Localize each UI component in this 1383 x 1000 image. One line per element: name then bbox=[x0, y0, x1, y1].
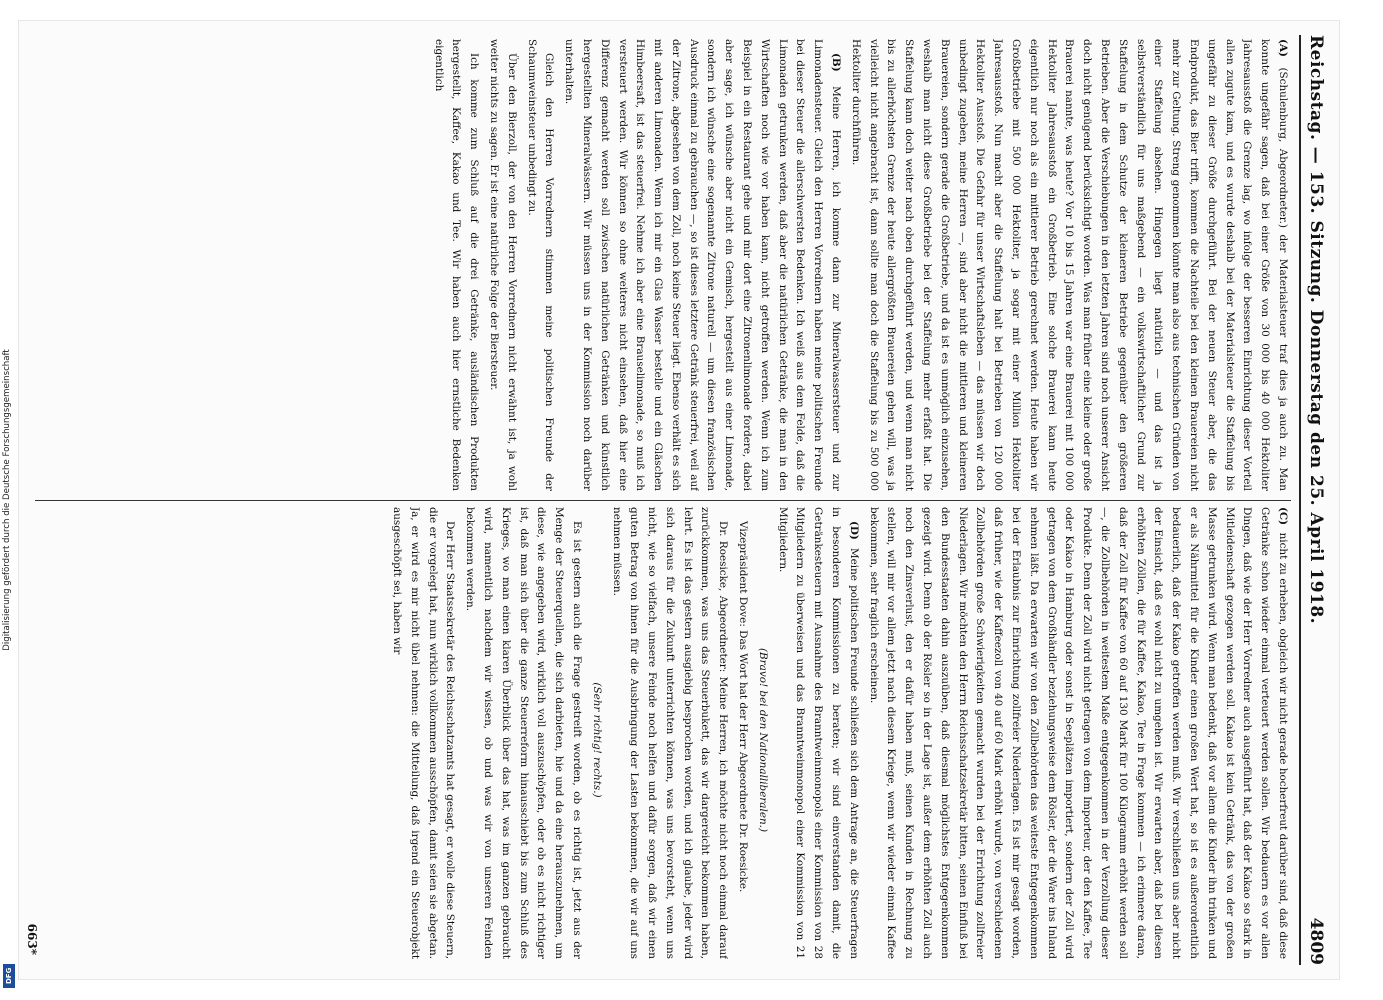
paragraph: Der Herr Staatssekretär des Reichsschatzamts hat gesagt, er wolle diese Steuern, die er vorgelegt hat, nun wirklich vollkommen ausschöpfen, damit seien sie abgetan. Ja, er wird es mir nicht übel nehmen: die Mitteilung, daß irgend ein Steuerobjekt ausgeschöpft sei, haben wir bbox=[390, 507, 457, 959]
speaker-paragraph: Vizepräsident Dove: Das Wort hat der Herr Abgeordnete Dr. Roesicke. bbox=[737, 521, 750, 893]
column-divider bbox=[35, 500, 1291, 501]
dfg-logo-icon: DFG bbox=[3, 964, 15, 988]
left-column bbox=[35, 39, 1291, 491]
page-number: 4809 bbox=[1306, 917, 1326, 965]
paragraph bbox=[773, 507, 862, 959]
right-column bbox=[35, 507, 1291, 959]
speaker-paragraph: Dr. Roesicke, Abgeordneter: Meine Herren, ich möchte nicht noch einmal darauf zurückkommen, was uns das Steuerbukett, das wir dargereicht bekommen haben, lehrt. Es ist das gestern ausgiebig besprochen worden, und ich glaube, jeder wird sich daraus für die Zukunft unterrichten können, was uns bevorsteht, wenn uns nicht, wie so vielfach, unsere Feinde noch helfen und dafür sorgen, daß wir einen guten Betrag von ihnen für die Ausbringung der Lasten bekommen, die wir auf uns nehmen müssen. bbox=[610, 507, 730, 959]
applause-note: (Bravo! bei den Nationalliberalen.) bbox=[756, 647, 769, 833]
paragraph-text: nicht zu erheben, obgleich wir nicht gerade hocherfreut darüber sind, daß diese Getränke schon wieder einmal verteuert werden sollen. Wir bedauern es vor allen Dingen, daß wie der Herr Vorredner auch ausgeführt hat, daß der Kakao so stark in Mitleidenschaft gezogen werden soll. Kakao ist kein Getränk, das von der großen Masse getrunken wird. Wenn man bedenkt, daß vor allem die Kinder ihn trinken und er als Nährmittel für die Kinder einen großen Wert hat, so ist es außerordentlich bedauerlich, daß der Kakao getroffen werden muß. Wir verschließen uns aber nicht der Einsicht, daß es wohl nicht zu umgehen ist. Wir erwarten aber, daß bei diesen erhöhten Zöllen, die für Kaffee, Kakao, Tee in Frage kommen — ich erinnere daran, daß der Zoll für Kaffee von 60 auf 130 Mark für 100 Kilogramm erhöht werden soll —, die Zollbehörden in weitestem Maße entgegenkommen in der Verzollung dieser Produkte. Denn der Zoll wird nicht getragen von dem Importeur, der den Kaffee, Tee oder Kakao in Hamburg oder sonst in Seeplätzen importiert, sondern der Zoll wird getragen von dem Großhändler beziehungsweise dem Rösler, der die Ware ins Inland nehmen läßt. Da erwarten wir von den Zollbehörden das weiteste Entgegenkommen bei der Erlaubnis zur Einrichtung zollfreier Niederlagen. Es ist mir gesagt worden, daß früher, wie der Kaffeezoll von 40 auf 60 Mark erhöht wurde, von verschiedenen Zollbehörden große Schwierigkeiten gemacht wurden bei der Errichtung zollfreier Niederlagen. Wir möchten den Herrn Reichsschatzsekretär bitten, seinen Einfluß bei den Bundesstaaten dahin auszuüben, daß diesmal möglichstes Entgegenkommen gezeigt wird. Denn ob der Rösler so in der Lage ist, außer dem erhöhten Zoll auch noch den Zinsverlust, den er dafür haben muß, seinen Kunden in Rechnung zu stellen, will mir vor allem jetzt nach diesem Kriege, wenn wir wieder einmal Kaffee bekommen, sehr fraglich erscheinen. bbox=[867, 507, 1289, 959]
signature-mark: 663* bbox=[25, 923, 39, 955]
paragraph-text: (Schulenburg, Abgeordneter.) der Materialsteuer traf dies ja auch zu. Man konnte ungefähr sagen, daß bei einer Größe von 30 000 bis 40 000 Hektoliter Jahresausstoß die Grenze lag, wo infolge der besseren Einrichtung dieser Vorteil allen zugute kam, und es wurde deshalb bei der Materialsteuer die Staffelung bis ungefähr zu dieser Größe durchgeführt. Bei der neuen Steuer aber, die das Endprodukt, das Bier trifft, kommen die Nachteile bei den kleinen Brauereien nicht mehr zur Geltung. Streng genommen könnte man also aus technischen Gründen von einer Staffelung absehen. Hingegen liegt natürlich — und das ist ja selbstverständlich für uns maßgebend — ein volkswirtschaftlicher Grund zur Staffelung in dem Schutze der kleineren Betriebe gegenüber den größeren Betrieben. Aber die Verschiebungen in den letzten Jahren sind noch unserer Ansicht doch nicht genügend berücksichtigt worden. Was man früher eine kleine oder große Brauerei nannte, was heute? Vor 10 bis 15 Jahren war eine Brauerei mit 100 000 Hektoliter Jahresausstoß ein Großbetrieb. Eine solche Brauerei kann heute eigentlich nur noch als ein mittlerer Betrieb gerechnet werden. Heute haben wir Großbetriebe mit 500 000 Hektoliter, ja sogar mit einer Million Hektoliter Jahresausstoß. Nun macht aber die Staffelung halt bei Betrieben von 120 000 Hektoliter Ausstoß. Die Gefahr für unser Wirtschaftsleben — das müssen wir doch unbedingt zugeben, meine Herren —, sind aber nicht die mittleren und kleineren Brauereien, sondern gerade die Großbetriebe, und da ist es unmöglich einzusehen, weshalb man nicht diese Großbetriebe bei der Staffelung mehr erfaßt hat. Die Staffelung kann doch weiter nach oben durchgeführt werden, und wenn man nicht bis zu allerhöchsten Grenze der heute allergrößten Brauereien gehen will, was ja vielleicht nicht angebracht ist, dann sollte man doch die Staffelung bis zu 500 000 Hektoliter durchführen. bbox=[849, 39, 1289, 491]
paragraph bbox=[846, 39, 1291, 491]
paragraph: Ich komme zum Schluß auf die drei Getränke, ausländischen Produkten hergestellt, Kaffee, Kakao und Tee. Wir haben auch hier ernstliche Bedenken eigentlich bbox=[432, 39, 481, 491]
margin-marker: (A) bbox=[1277, 39, 1289, 57]
margin-marker: (C) bbox=[1277, 507, 1289, 526]
paragraph: Es ist gestern auch die Frage gestreift worden, ob es richtig ist, jetzt aus der Menge der Steuerquellen, die sich darbieten, hie und da eine herauszunehmen, um diese, wie angegeben wird, wirklich voll auszuschöpfen, oder ob es nicht richtiger ist, daß man sich über die ganze Steuerreform hinausschiebt bis zum Schluß des Krieges, wo man einen klaren Überblick über das hat, was im ganzen gebraucht wird, namentlich nachdem wir wissen, ob und was wir von unseren Feinden bekommen werden. bbox=[464, 507, 583, 959]
margin-marker: (D) bbox=[847, 521, 860, 540]
applause-note: (Sehr richtig! rechts.) bbox=[590, 682, 603, 798]
paragraph-text: Meine politischen Freunde schließen sich dem Antrage an, die Steuerfragen in besonderen Kommissionen zu beraten; wir sind einverstanden damit, die Getränkesteuern mit Ausnahme des Branntweinmonopols einer Kommission von 28 Mitgliedern zu überweisen und das Branntweinmonopol einer Kommission von 21 Mitgliedern. bbox=[776, 507, 860, 959]
scanned-page bbox=[18, 20, 1340, 980]
paragraph bbox=[864, 507, 1291, 959]
paragraph: Über den Bierzoll, der von den Herren Vorrednern nicht erwähnt ist, ja wohl weiter nichts zu sagen. Er ist eine natürliche Folge der Biersteuer. bbox=[487, 39, 518, 491]
digitization-sidebar bbox=[2, 0, 16, 1000]
digitization-credit: Digitalisierung gefördert durch die Deutsche Forschungsgemeinschaft bbox=[2, 349, 12, 651]
page-header bbox=[1299, 35, 1331, 965]
paragraph bbox=[559, 39, 844, 491]
paragraph-text: Meine Herren, ich komme dann zur Mineralwassersteuer und zur Limonadensteuer. Gleich den Herren Vorrednern haben meine politischen Freunde bei dieser Steuer die allerschwersten Bedenken. Ich weiß aus dem Felde, daß die Limonaden getrunken werden, daß aber die natürlichen Getränke, die man in den Wirtschaften noch wie vor haben kann, nicht getroffen werden. Wenn ich zum Beispiel in ein Restaurant gehe und mir dort eine Zitronenlimonade fordere, dabei aber sage, ich wünsche aber nicht ein Gemisch, hergestellt aus einer Limonade, sondern ich wünsche eine sogenannte Zitrone naturell — um diesen französischen Ausdruck einmal zu gebrauchen —, so ist dieses letztere Getränk steuerfrei, weil auf der Zitrone, abgesehen von dem Zoll, noch keine Steuer liegt. Ebenso verhält es sich mit anderen Limonaden. Wenn ich mir ein Glas Wasser bestelle und ein Gläschen Himbeersaft, ist das steuerfrei. Nehme ich aber eine Brauselimonade, so muß ich versteuert werden. Wir können so ohne weiteres nicht einsehen, daß hier eine Differenz gemacht werden soll zwischen natürlichen Getränken und künstlich hergestellten Mineralwässern. Wir müssen uns in der Kommission noch darüber unterhalten. bbox=[563, 39, 843, 491]
paragraph: Gleich den Herren Vorrednern stimmen meine politischen Freunde der Schaumweinsteuer unbedingt zu. bbox=[525, 39, 556, 491]
page-title: Reichstag. — 153. Sitzung. Donnerstag den 25. April 1918. bbox=[1306, 35, 1326, 625]
margin-marker: (B) bbox=[830, 53, 843, 72]
